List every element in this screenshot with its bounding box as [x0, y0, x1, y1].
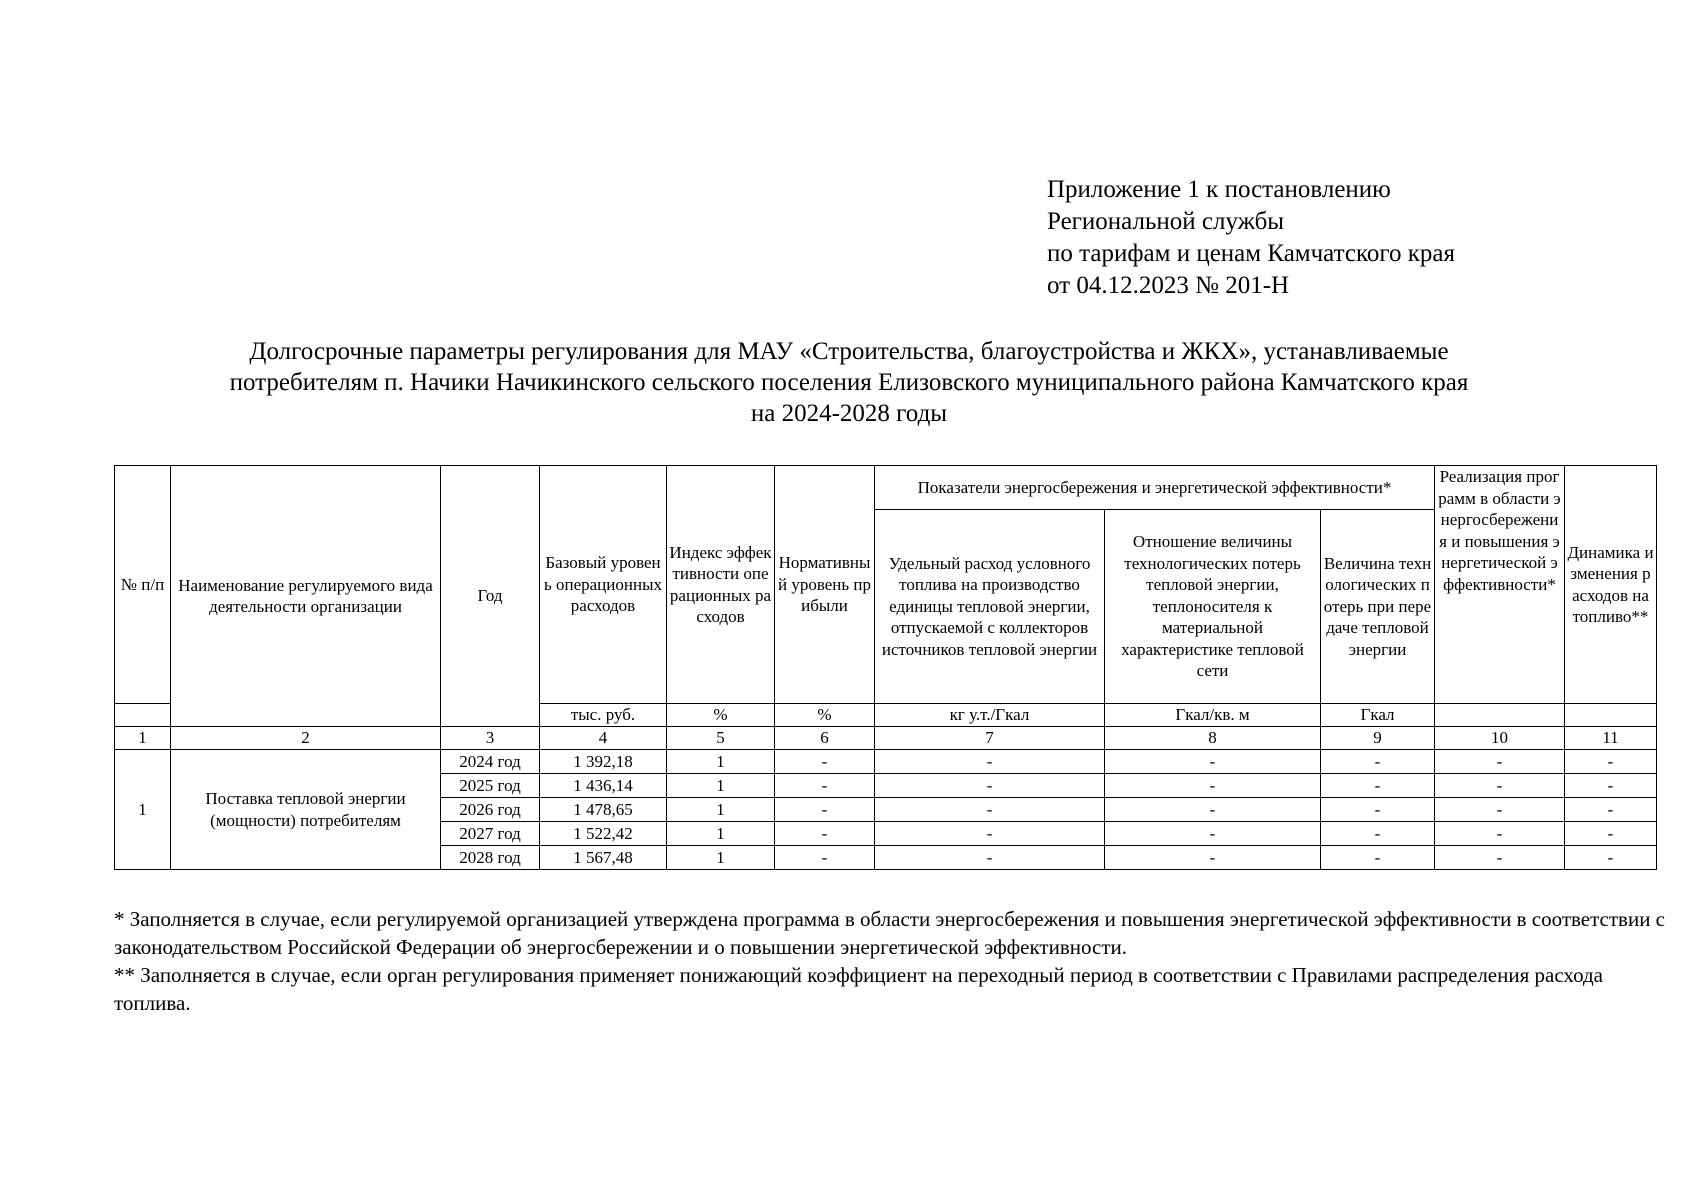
cell-dynamics: -	[1565, 798, 1657, 822]
unit-cell: Гкал	[1321, 704, 1435, 727]
cell-programs: -	[1435, 774, 1565, 798]
column-number: 7	[875, 727, 1105, 750]
unit-cell: Гкал/кв. м	[1105, 704, 1321, 727]
appendix-block	[1047, 174, 1455, 302]
cell-dynamics: -	[1565, 822, 1657, 846]
column-number: 3	[441, 727, 540, 750]
cell-dynamics: -	[1565, 846, 1657, 870]
title-line-3: на 2024-2028 годы	[750, 400, 948, 427]
cell-losses: -	[1321, 822, 1435, 846]
cell-profit: -	[775, 774, 875, 798]
unit-cell: кг у.т./Гкал	[875, 704, 1105, 727]
unit-cell	[1435, 704, 1565, 727]
cell-base: 1 522,42	[540, 822, 667, 846]
cell-index: 1	[667, 774, 775, 798]
header-base-level: Базовый уровень операционных расходов	[540, 466, 667, 704]
header-programs: Реализация программ в области энергосбережения и повышения энергетической эффективности*	[1435, 466, 1565, 704]
cell-dynamics: -	[1565, 750, 1657, 774]
cell-index: 1	[667, 798, 775, 822]
cell-fuel: -	[875, 822, 1105, 846]
cell-year: 2028 год	[441, 846, 540, 870]
cell-programs: -	[1435, 798, 1565, 822]
column-number: 10	[1435, 727, 1565, 750]
cell-losses: -	[1321, 750, 1435, 774]
header-profit-level: Нормативный уровень прибыли	[775, 466, 875, 704]
cell-ratio: -	[1105, 774, 1321, 798]
title-line-1: Долгосрочные параметры регулирования для МАУ «Строительства, благоустройства и ЖКХ», устанавливаемые	[249, 338, 1449, 365]
table-row	[115, 750, 1657, 774]
cell-index: 1	[667, 822, 775, 846]
cell-fuel: -	[875, 774, 1105, 798]
column-number: 1	[115, 727, 171, 750]
header-loss-ratio: Отношение величины технологических потерь тепловой энергии, теплоносителя к материальной характеристике тепловой сети	[1105, 510, 1321, 704]
header-energy-group: Показатели энергосбережения и энергетической эффективности*	[875, 466, 1435, 510]
column-number: 9	[1321, 727, 1435, 750]
cell-programs: -	[1435, 750, 1565, 774]
appendix-line-1: Приложение 1 к постановлению	[1047, 176, 1391, 203]
cell-ratio: -	[1105, 798, 1321, 822]
footnotes	[114, 905, 1674, 1017]
cell-profit: -	[775, 798, 875, 822]
cell-base: 1 478,65	[540, 798, 667, 822]
appendix-line-2: Региональной службы	[1047, 208, 1285, 235]
cell-ratio: -	[1105, 846, 1321, 870]
header-loss-value: Величина технологических потерь при передаче тепловой энергии	[1321, 510, 1435, 704]
unit-cell-num	[115, 704, 171, 727]
cell-ratio: -	[1105, 750, 1321, 774]
cell-fuel: -	[875, 798, 1105, 822]
cell-profit: -	[775, 822, 875, 846]
cell-losses: -	[1321, 774, 1435, 798]
column-number: 2	[171, 727, 441, 750]
footnote-2: ** Заполняется в случае, если орган регулирования применяет понижающий коэффициент на переходный период в соответствии с Правилами распределения расхода топлива.	[114, 963, 1603, 1015]
header-activity: Наименование регулируемого вида деятельности организации	[171, 466, 441, 727]
column-number: 6	[775, 727, 875, 750]
appendix-line-3: по тарифам и ценам Камчатского края	[1047, 240, 1455, 267]
parameters-table	[114, 465, 1657, 870]
title-line-2: потребителям п. Начики Начикинского сельского поселения Елизовского муниципального района Камчатского края	[229, 369, 1469, 396]
header-fuel-rate: Удельный расход условного топлива на производство единицы тепловой энергии, отпускаемой с коллекторов источников тепловой энергии	[875, 510, 1105, 704]
group-num: 1	[115, 750, 171, 870]
header-efficiency-index: Индекс эффективности операционных расходов	[667, 466, 775, 704]
cell-losses: -	[1321, 798, 1435, 822]
group-activity: Поставка тепловой энергии (мощности) потребителям	[171, 750, 441, 870]
cell-ratio: -	[1105, 822, 1321, 846]
cell-year: 2025 год	[441, 774, 540, 798]
appendix-line-4: от 04.12.2023 № 201-Н	[1047, 272, 1290, 299]
cell-programs: -	[1435, 822, 1565, 846]
cell-losses: -	[1321, 846, 1435, 870]
column-number: 5	[667, 727, 775, 750]
column-number: 4	[540, 727, 667, 750]
cell-dynamics: -	[1565, 774, 1657, 798]
unit-cell: %	[667, 704, 775, 727]
cell-profit: -	[775, 846, 875, 870]
header-row-1	[115, 466, 1657, 510]
cell-year: 2027 год	[441, 822, 540, 846]
header-num: № п/п	[115, 466, 171, 704]
cell-fuel: -	[875, 750, 1105, 774]
cell-programs: -	[1435, 846, 1565, 870]
header-fuel-dynamics: Динамика изменения расходов на топливо**	[1565, 466, 1657, 704]
cell-index: 1	[667, 750, 775, 774]
cell-base: 1 436,14	[540, 774, 667, 798]
footnote-1: * Заполняется в случае, если регулируемой организацией утверждена программа в области энергосбережения и повышения энергетической эффективности в соответствии с законодательством Российской Федерации об энергосбережении и о повышении энергетической эффективности.	[114, 907, 1666, 959]
cell-profit: -	[775, 750, 875, 774]
cell-year: 2026 год	[441, 798, 540, 822]
cell-fuel: -	[875, 846, 1105, 870]
cell-base: 1 567,48	[540, 846, 667, 870]
cell-index: 1	[667, 846, 775, 870]
column-number: 8	[1105, 727, 1321, 750]
unit-cell: %	[775, 704, 875, 727]
unit-cell: тыс. руб.	[540, 704, 667, 727]
header-year: Год	[441, 466, 540, 727]
column-numbers-row	[115, 727, 1657, 750]
cell-base: 1 392,18	[540, 750, 667, 774]
unit-cell	[1565, 704, 1657, 727]
document-title	[110, 336, 1588, 429]
column-number: 11	[1565, 727, 1657, 750]
cell-year: 2024 год	[441, 750, 540, 774]
